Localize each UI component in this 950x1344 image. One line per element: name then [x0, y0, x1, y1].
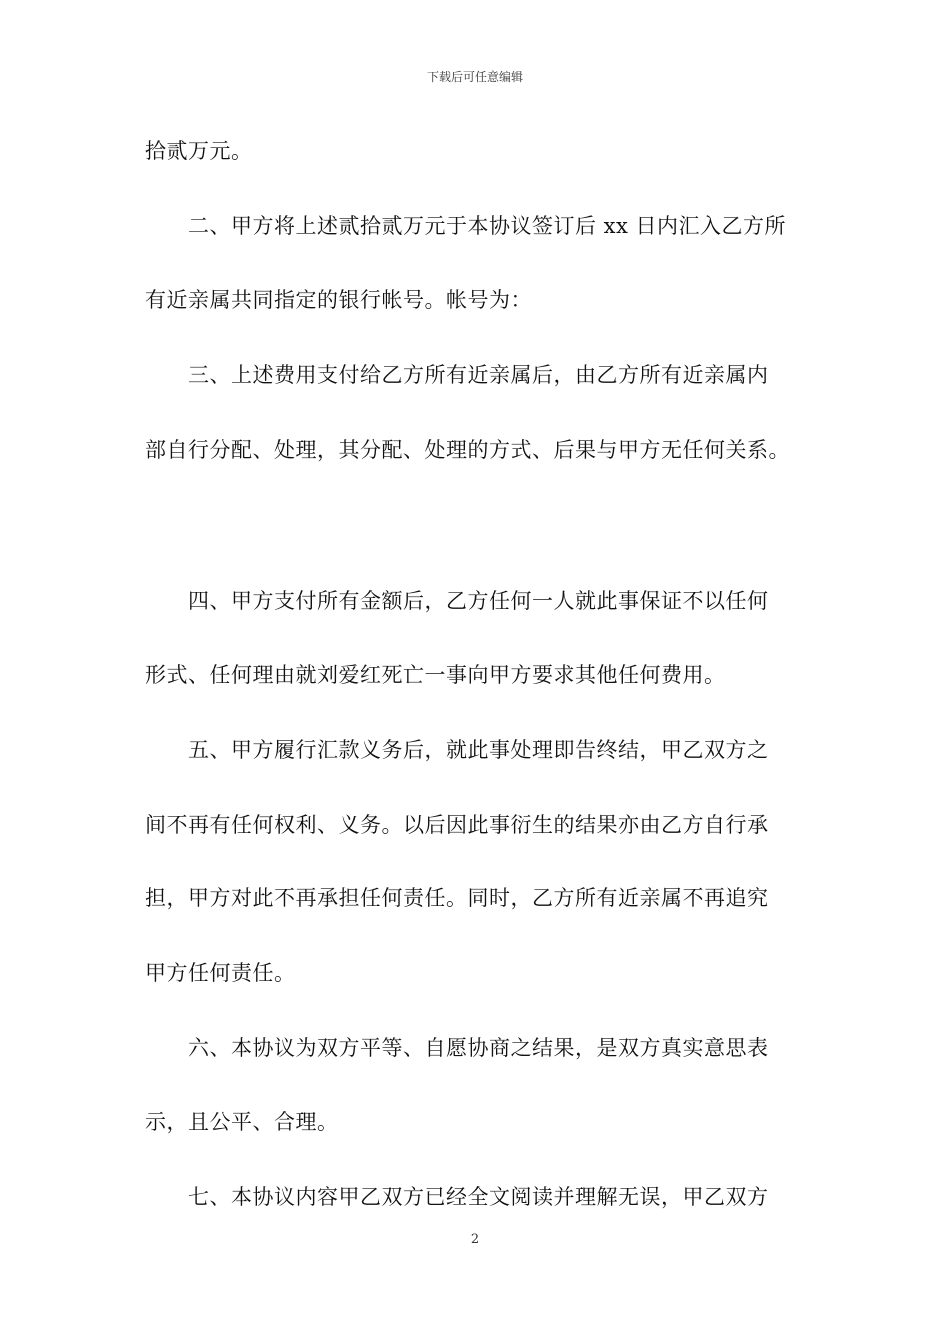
body-line-12: 六、本协议为双方平等、自愿协商之结果，是双方真实意思表 — [145, 1036, 769, 1060]
body-line-11: 甲方任何责任。 — [145, 961, 296, 985]
body-line-14: 七、本协议内容甲乙双方已经全文阅读并理解无误，甲乙双方 — [145, 1185, 769, 1209]
body-line-1: 拾贰万元。 — [145, 139, 253, 163]
body-line-6: 四、甲方支付所有金额后，乙方任何一人就此事保证不以任何 — [145, 589, 769, 613]
page-header: 下载后可任意编辑 — [426, 70, 523, 84]
body-line-5: 部自行分配、处理，其分配、处理的方式、后果与甲方无任何关系。 — [145, 438, 790, 462]
body-line-10: 担，甲方对此不再承担任何责任。同时，乙方所有近亲属不再追究 — [145, 886, 769, 910]
body-line-4: 三、上述费用支付给乙方所有近亲属后，由乙方所有近亲属内 — [145, 363, 769, 387]
body-line-3: 有近亲属共同指定的银行帐号。帐号为： — [145, 288, 532, 312]
body-line-2: 二、甲方将上述贰拾贰万元于本协议签订后 xx 日内汇入乙方所 — [145, 214, 787, 238]
page-number: 2 — [470, 1232, 480, 1247]
body-line-7: 形式、任何理由就刘爱红死亡一事向甲方要求其他任何费用。 — [145, 663, 726, 687]
body-line-8: 五、甲方履行汇款义务后，就此事处理即告终结，甲乙双方之 — [145, 738, 769, 762]
body-line-9: 间不再有任何权利、义务。以后因此事衍生的结果亦由乙方自行承 — [145, 813, 769, 837]
body-line-13: 示，且公平、合理。 — [145, 1110, 339, 1134]
